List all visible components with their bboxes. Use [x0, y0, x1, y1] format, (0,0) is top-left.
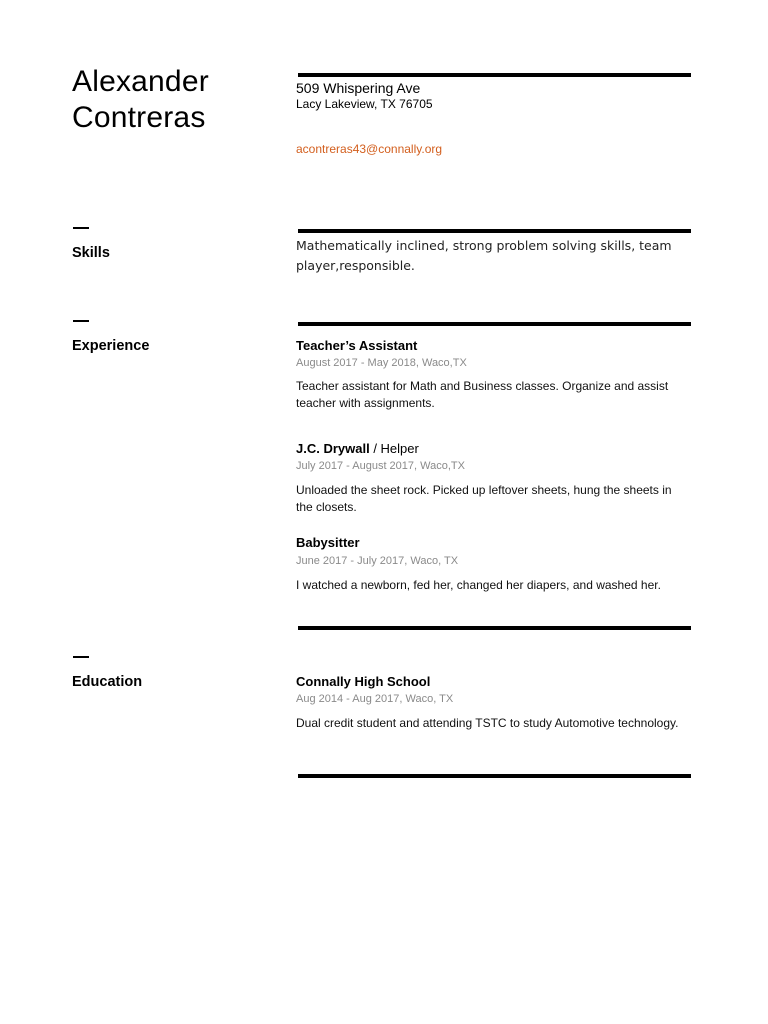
- candidate-name: [72, 64, 282, 136]
- skills-dash: [73, 227, 89, 229]
- job-title-text: Babysitter: [296, 535, 360, 550]
- job-title-text: Teacher’s Assistant: [296, 338, 418, 353]
- experience-end-divider: [298, 626, 691, 630]
- experience-heading: Experience: [72, 338, 150, 354]
- header-divider: [298, 73, 691, 77]
- school-name: Connally High School: [296, 674, 431, 689]
- job-dates: June 2017 - July 2017, Waco, TX: [296, 555, 459, 567]
- skills-divider: [298, 229, 691, 233]
- job-title: [296, 338, 417, 353]
- skills-heading: Skills: [72, 245, 110, 261]
- job-dates: August 2017 - May 2018, Waco,TX: [296, 357, 467, 369]
- first-name: Alexander: [72, 65, 209, 98]
- education-end-divider: [298, 774, 691, 778]
- address-line2: Lacy Lakeview, TX 76705: [296, 97, 433, 111]
- job-title-text: J.C. Drywall: [296, 441, 374, 456]
- experience-dash: [73, 320, 89, 322]
- email-link[interactable]: acontreras43@connally.org: [296, 142, 443, 156]
- job-description: I watched a newborn, fed her, changed her diapers, and washed her.: [296, 578, 661, 592]
- job-dates: July 2017 - August 2017, Waco,TX: [296, 460, 465, 472]
- school-dates: Aug 2014 - Aug 2017, Waco, TX: [296, 693, 454, 705]
- job-title: [296, 535, 360, 550]
- school-description: Dual credit student and attending TSTC to study Automotive technology.: [296, 716, 679, 730]
- experience-divider: [298, 322, 691, 326]
- education-heading: Education: [72, 674, 143, 690]
- skills-text: Mathematically inclined, strong problem solving skills, team player,responsible.: [296, 238, 672, 273]
- job-title: [296, 441, 419, 456]
- job-description: Teacher assistant for Math and Business classes. Organize and assist teacher with assignments.: [296, 379, 669, 410]
- job-role-text: / Helper: [373, 441, 419, 456]
- job-description: Unloaded the sheet rock. Picked up leftover sheets, hung the sheets in the closets.: [296, 483, 672, 514]
- last-name: Contreras: [72, 101, 206, 134]
- education-dash: [73, 656, 89, 658]
- address-line1: 509 Whispering Ave: [296, 80, 421, 96]
